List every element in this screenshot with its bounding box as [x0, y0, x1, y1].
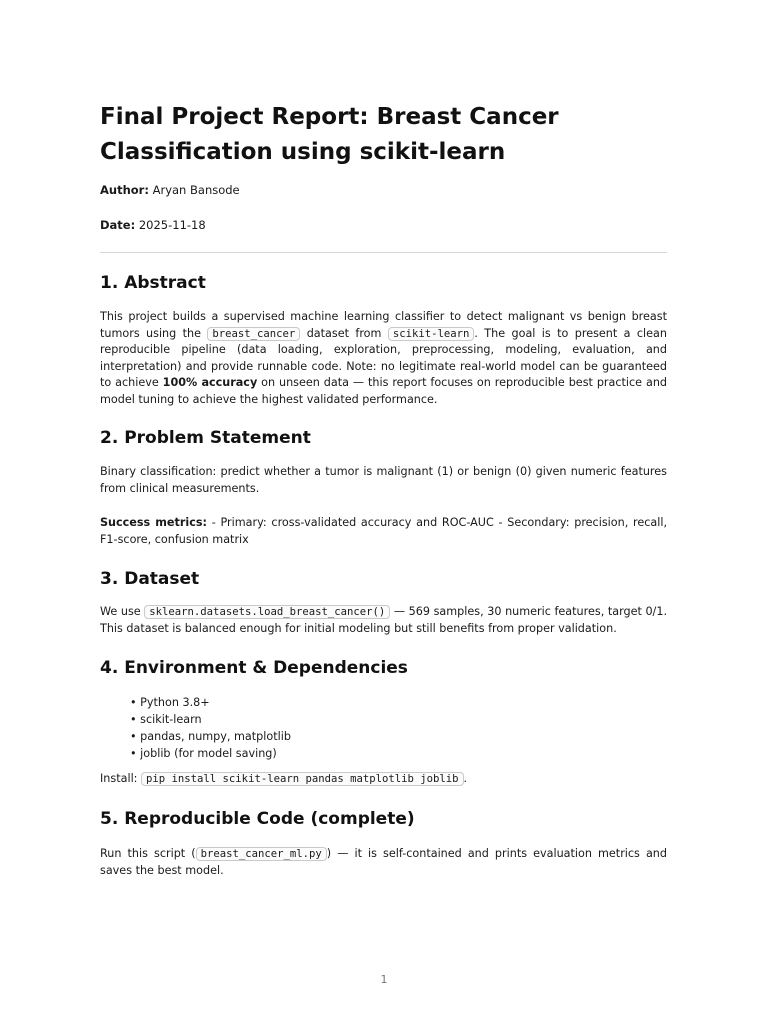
- list-item: • scikit-learn: [130, 711, 291, 728]
- problem-heading: 2. Problem Statement: [100, 428, 311, 448]
- date-value: 2025-11-18: [138, 218, 206, 232]
- environment-heading: 4. Environment & Dependencies: [100, 658, 408, 678]
- author-name: Aryan Bansode: [152, 183, 240, 197]
- dataset-paragraph: [100, 604, 667, 637]
- author-line: [100, 182, 240, 198]
- abstract-text-1: This project builds a supervised machine learning classifier to detect malignant vs benign breast tumors using the: [100, 310, 667, 340]
- abstract-heading: 1. Abstract: [100, 273, 206, 293]
- dataset-heading: 3. Dataset: [100, 569, 200, 589]
- abstract-paragraph: [100, 309, 667, 408]
- inline-code-load-breast-cancer: sklearn.datasets.load_breast_cancer(): [144, 605, 390, 619]
- divider: [100, 252, 667, 253]
- abstract-bold-accuracy: 100% accuracy: [162, 376, 258, 389]
- install-label: Install:: [100, 772, 142, 785]
- dataset-text-2: — 569 samples, 30 numeric features, target 0/1. This dataset is balanced enough for initial modeling but still benefits from proper validation.: [100, 605, 668, 635]
- inline-code-install-command: pip install scikit-learn pandas matplotlib joblib: [141, 772, 464, 786]
- list-item: • Python 3.8+: [130, 694, 291, 711]
- list-item: • joblib (for model saving): [130, 745, 291, 762]
- abstract-text-3: . The goal is to present a clean reproducible pipeline (data loading, exploration, preprocessing, modeling, evaluation, and interpretation) and provide runnable code. Note: no legitimate real-world model can be guaranteed to achieve: [100, 326, 667, 389]
- inline-code-breast-cancer: breast_cancer: [207, 327, 300, 341]
- success-metrics-label: Success metrics:: [100, 516, 207, 529]
- list-item: • pandas, numpy, matplotlib: [130, 728, 291, 745]
- abstract-text-4: on unseen data — this report focuses on reproducible best practice and model tuning to achieve the highest validated performance.: [100, 376, 668, 406]
- date-label: Date:: [100, 218, 136, 232]
- page-title: Final Project Report: Breast Cancer Classification using scikit-learn: [100, 104, 559, 165]
- install-end: .: [463, 772, 468, 785]
- author-label: Author:: [100, 183, 149, 197]
- abstract-text-2: dataset from: [300, 326, 388, 340]
- date-line: [100, 217, 206, 233]
- dependency-list: [130, 694, 291, 762]
- code-heading: 5. Reproducible Code (complete): [100, 809, 415, 829]
- code-paragraph: [100, 846, 667, 879]
- code-text-2: ) — it is self-contained and prints evaluation metrics and saves the best model.: [100, 847, 667, 877]
- code-text-1: Run this script (: [100, 847, 196, 860]
- dataset-text-1: We use: [100, 605, 145, 618]
- install-line: [100, 771, 667, 788]
- inline-code-scikit-learn: scikit-learn: [388, 327, 475, 341]
- inline-code-script-name: breast_cancer_ml.py: [196, 847, 327, 861]
- success-metrics-text: - Primary: cross-validated accuracy and ROC-AUC - Secondary: precision, recall, F1-score, confusion matrix: [100, 516, 668, 546]
- success-metrics-paragraph: [100, 515, 667, 548]
- problem-paragraph: Binary classification: predict whether a tumor is malignant (1) or benign (0) given numeric features from clinical measurements.: [100, 465, 667, 495]
- page-number: 1: [380, 973, 388, 986]
